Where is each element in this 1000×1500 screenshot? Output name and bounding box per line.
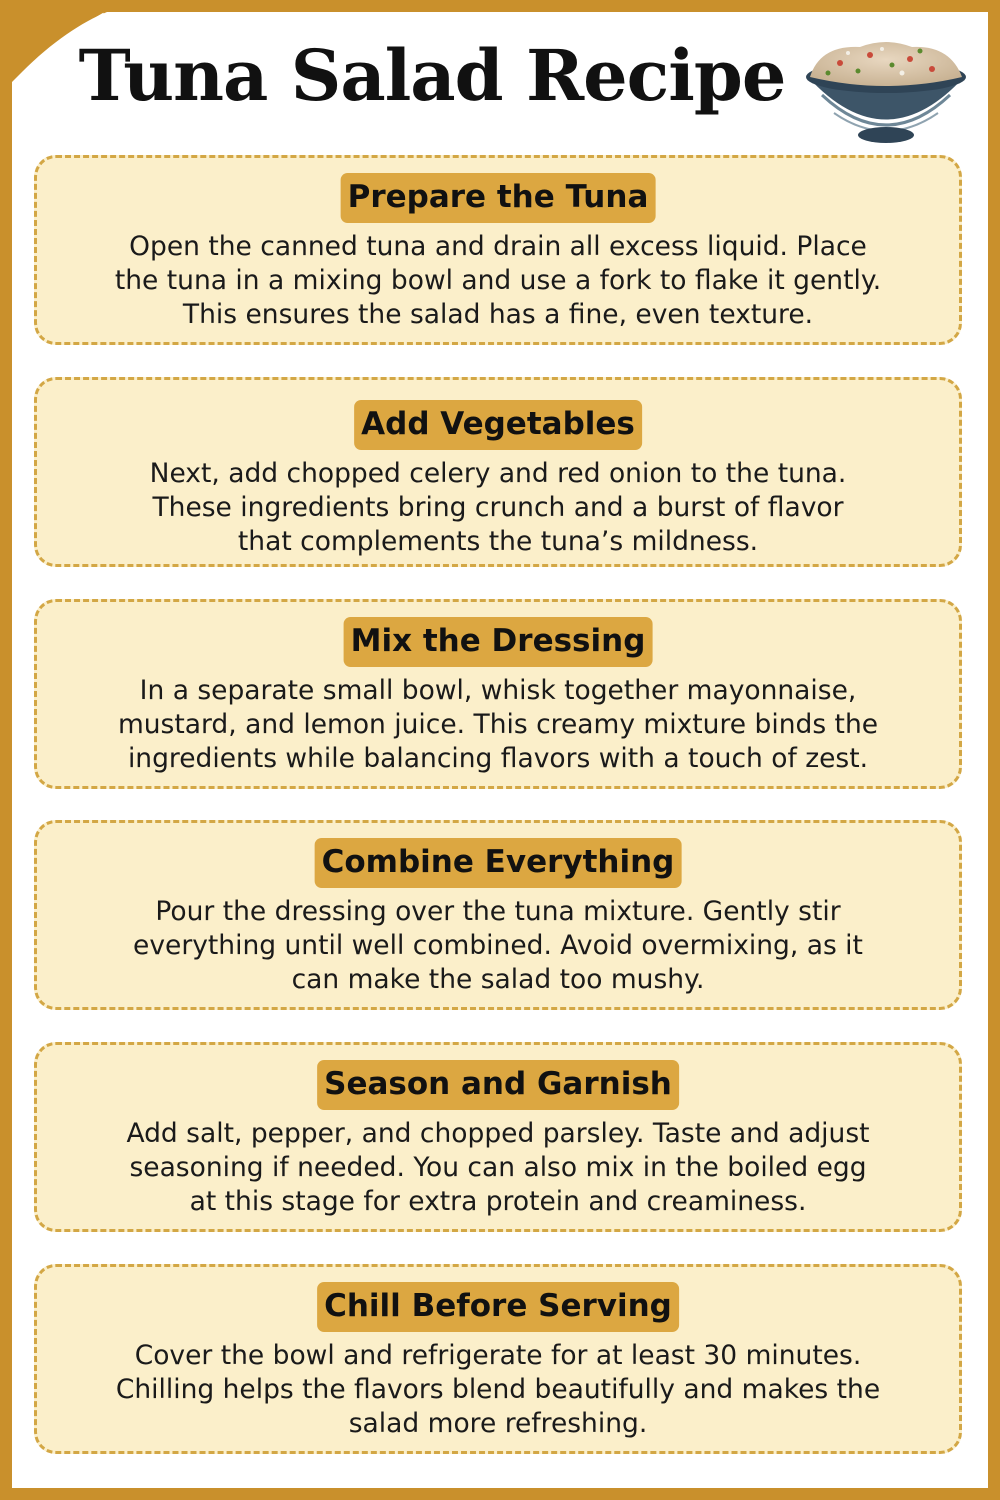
step-card-season-and-garnish <box>34 1042 962 1232</box>
step-heading: Mix the Dressing <box>344 617 653 667</box>
step-description: Cover the bowl and refrigerate for at least 30 minutes. Chilling helps the flavors blend beautifully and makes the salad more refreshing. <box>115 1340 881 1439</box>
step-card-mix-the-dressing <box>34 599 962 789</box>
step-card-chill-before-serving <box>34 1264 962 1454</box>
step-card-combine-everything <box>34 820 962 1010</box>
step-heading: Add Vegetables <box>354 400 642 450</box>
step-heading: Chill Before Serving <box>317 1282 679 1332</box>
step-heading: Season and Garnish <box>317 1060 679 1110</box>
page-title: Tuna Salad Recipe <box>78 34 786 117</box>
step-heading: Combine Everything <box>315 838 682 888</box>
step-description: Add salt, pepper, and chopped parsley. Taste and adjust seasoning if needed. You can also mix in the boiled egg at this stage for extra protein and creaminess. <box>126 1118 870 1217</box>
step-description: Open the canned tuna and drain all excess liquid. Place the tuna in a mixing bowl and use a fork to flake it gently. This ensures the salad has a fine, even texture. <box>114 231 882 330</box>
step-heading: Prepare the Tuna <box>341 173 656 223</box>
recipe-page <box>12 12 988 1488</box>
step-card-prepare-the-tuna <box>34 155 962 345</box>
step-description: Next, add chopped celery and red onion to the tuna. These ingredients bring crunch and a burst of flavor that complements the tuna’s mildness. <box>149 458 847 557</box>
tuna-salad-bowl-image <box>800 37 972 149</box>
step-description: In a separate small bowl, whisk together mayonnaise, mustard, and lemon juice. This creamy mixture binds the ingredients while balancing flavors with a touch of zest. <box>117 675 879 774</box>
step-description: Pour the dressing over the tuna mixture. Gently stir everything until well combined. Avoid overmixing, as it can make the salad too mushy. <box>133 896 863 995</box>
step-card-add-vegetables <box>34 377 962 567</box>
